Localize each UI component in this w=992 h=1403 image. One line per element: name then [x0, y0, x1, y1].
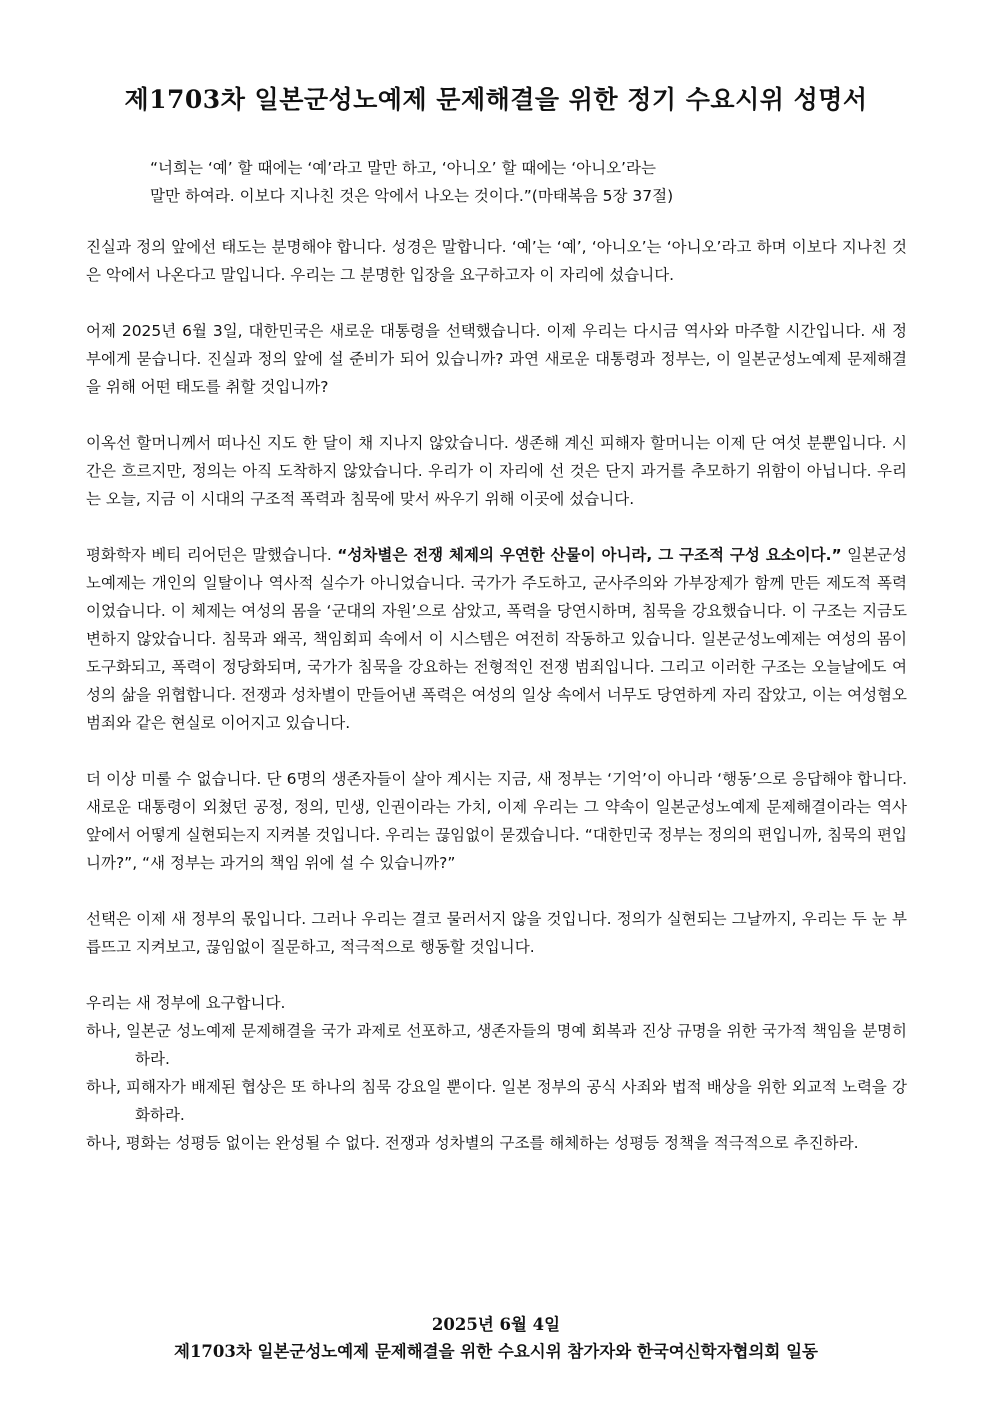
demand-item-3: 하나, 평화는 성평등 없이는 완성될 수 없다. 전쟁과 성차별의 구조를 해체하는 성평등 정책을 적극적으로 추진하라.	[86, 1134, 859, 1152]
paragraph-5: 더 이상 미룰 수 없습니다. 단 6명의 생존자들이 살아 계시는 지금, 새 정부는 ‘기억’이 아니라 ‘행동’으로 응답해야 합니다. 새로운 대통령이 외쳤던 공정, 정의, 민생, 인권이라는 가치, 이제 우리는 그 약속이 일본군성노예제 문제해결이라는 역사 앞에서 어떻게 실현되는지 지켜볼 것입니다. 우리는 끊임없이 묻겠습니다. “대한민국 정부는 정의의 편입니까, 침묵의 편입니까?”, “새 정부는 과거의 책임 위에 설 수 있습니까?”	[86, 770, 907, 872]
paragraph-1: 진실과 정의 앞에선 태도는 분명해야 합니다. 성경은 말합니다. ‘예’는 ‘예’, ‘아니오’는 ‘아니오’라고 하며 이보다 지나친 것은 악에서 나온다고 말입니다. 우리는 그 분명한 입장을 요구하고자 이 자리에 섰습니다.	[86, 238, 907, 284]
statement-signature: 제1703차 일본군성노예제 문제해결을 위한 수요시위 참가자와 한국여신학자협의회 일동	[174, 1342, 818, 1361]
paragraph-4-lead: 평화학자 베티 리어던은 말했습니다.	[86, 546, 338, 564]
demand-item-2: 하나, 피해자가 배제된 협상은 또 하나의 침묵 강요일 뿐이다. 일본 정부의 공식 사죄와 법적 배상을 위한 외교적 노력을 강화하라.	[86, 1078, 907, 1124]
paragraph-2: 어제 2025년 6월 3일, 대한민국은 새로운 대통령을 선택했습니다. 이제 우리는 다시금 역사와 마주할 시간입니다. 새 정부에게 묻습니다. 진실과 정의 앞에 설 준비가 되어 있습니까? 과연 새로운 대통령과 정부는, 이 일본군성노예제 문제해결을 위해 어떤 태도를 취할 것입니까?	[86, 322, 907, 396]
paragraph-3: 이옥선 할머니께서 떠나신 지도 한 달이 채 지나지 않았습니다. 생존해 계신 피해자 할머니는 이제 단 여섯 분뿐입니다. 시간은 흐르지만, 정의는 아직 도착하지 않았습니다. 우리가 이 자리에 선 것은 단지 과거를 추모하기 위함이 아닙니다. 우리는 오늘, 지금 이 시대의 구조적 폭력과 침묵에 맞서 싸우기 위해 이곳에 섰습니다.	[86, 434, 907, 508]
statement-title: 제1703차 일본군성노예제 문제해결을 위한 정기 수요시위 성명서	[124, 85, 868, 114]
statement-date: 2025년 6월 4일	[431, 1315, 561, 1334]
demands-list	[86, 989, 907, 1157]
demand-item-1: 하나, 일본군 성노예제 문제해결을 국가 과제로 선포하고, 생존자들의 명예 회복과 진상 규명을 위한 국가적 책임을 분명히 하라.	[86, 1022, 907, 1068]
paragraph-4	[86, 541, 907, 737]
reardon-quote: “성차별은 전쟁 체제의 우연한 산물이 아니라, 그 구조적 구성 요소이다.”	[337, 546, 842, 564]
statement-body	[86, 233, 907, 1157]
paragraph-4-rest: 일본군성노예제는 개인의 일탈이나 역사적 실수가 아니었습니다. 국가가 주도하고, 군사주의와 가부장제가 함께 만든 제도적 폭력이었습니다. 이 체제는 여성의 몸을 ‘군대의 자원’으로 삼았고, 폭력을 당연시하며, 침묵을 강요했습니다. 이 구조는 지금도 변하지 않았습니다. 침묵과 왜곡, 책임회피 속에서 이 시스템은 여전히 작동하고 있습니다. 일본군성노예제는 여성의 몸이 도구화되고, 폭력이 정당화되며, 국가가 침묵을 강요하는 전형적인 전쟁 범죄입니다. 그리고 이러한 구조는 오늘날에도 여성의 삶을 위협합니다. 전쟁과 성차별이 만들어낸 폭력은 여성의 일상 속에서 너무도 당연하게 자리 잡았고, 이는 여성혐오 범죄와 같은 현실로 이어지고 있습니다.	[86, 546, 908, 732]
paragraph-6: 선택은 이제 새 정부의 몫입니다. 그러나 우리는 결코 물러서지 않을 것입니다. 정의가 실현되는 그날까지, 우리는 두 눈 부릅뜨고 지켜보고, 끊임없이 질문하고, 적극적으로 행동할 것입니다.	[86, 910, 907, 956]
demands-intro: 우리는 새 정부에 요구합니다.	[86, 994, 286, 1012]
epigraph-line-1: “너희는 ‘예’ 할 때에는 ‘예’라고 말만 하고, ‘아니오’ 할 때에는 ‘아니오’라는	[150, 159, 656, 177]
epigraph-line-2: 말만 하여라. 이보다 지나친 것은 악에서 나오는 것이다.”(마태복음 5장 37절)	[150, 187, 674, 205]
bible-epigraph	[150, 154, 870, 210]
